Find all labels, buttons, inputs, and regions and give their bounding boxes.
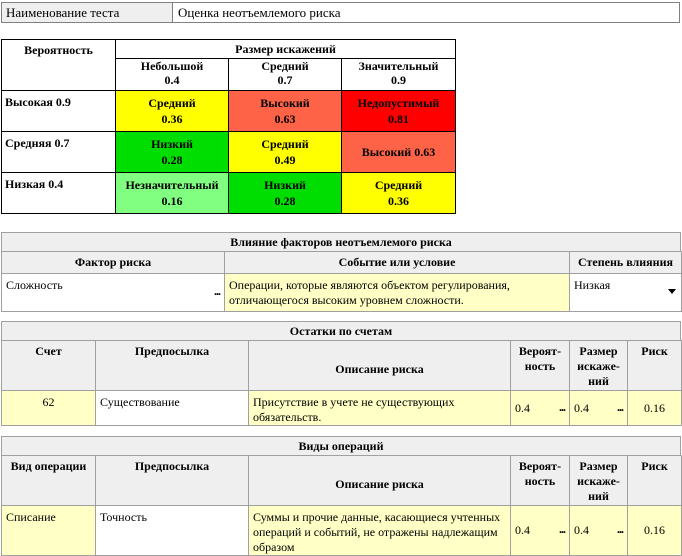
matrix-cell: Средний 0.49 [229,132,342,173]
account-field[interactable]: 62 [2,391,96,426]
accounts-header-risk: Риск [628,341,682,391]
risk-value: 0.16 [628,391,682,426]
degree-select[interactable]: Низкая [570,274,682,312]
matrix-cell: Высокий 0.63 [342,132,456,173]
operations-header-probability: Вероят-ность [511,456,570,506]
probability-picker-button[interactable]: ... [559,400,565,414]
accounts-section-title: Остатки по счетам [1,321,681,341]
accounts-header-account: Счет [2,341,96,391]
factors-header-event: Событие или условие [225,252,570,274]
operations-header-desc: Описание риска [249,456,511,506]
accounts-header-probability: Вероят-ность [511,341,570,391]
operations-header-risk: Риск [628,456,682,506]
accounts-header-premise: Предпосылка [96,341,249,391]
matrix-cell: Низкий 0.28 [116,132,229,173]
matrix-cell: Высокий 0.63 [229,91,342,132]
accounts-header-desc: Описание риска [249,341,511,391]
matrix-col-small: Небольшой 0.4 [116,59,229,91]
risk-description-field[interactable]: Присутствие в учете не существующих обязательств. [249,391,511,426]
chevron-down-icon[interactable] [668,289,676,294]
matrix-cell: Незначительный 0.16 [116,173,229,214]
operations-header-size: Размер искаже-ний [570,456,628,506]
operations-header-type: Вид операции [2,456,96,506]
operation-premise-field[interactable]: Точность [96,506,249,556]
operations-table [1,455,682,556]
matrix-col-significant: Значительный 0.9 [342,59,456,91]
matrix-row-low: Низкая 0.4 [2,173,116,214]
matrix-cell: Средний 0.36 [342,173,456,214]
operation-risk-value: 0.16 [628,506,682,556]
matrix-cell: Низкий 0.28 [229,173,342,214]
operation-size-field[interactable]: 0.4 ... [570,506,628,556]
factor-field[interactable]: Сложность ... [2,274,225,312]
test-name-label: Наименование теста [2,3,173,22]
risk-matrix [1,39,456,214]
operations-section-title: Виды операций [1,436,681,456]
matrix-row-medium: Средняя 0.7 [2,132,116,173]
factors-header-degree: Степень влияния [570,252,682,274]
size-picker-button[interactable]: ... [617,400,623,414]
matrix-cell: Средний 0.36 [116,91,229,132]
matrix-corner-probability: Вероятность [2,40,116,91]
operation-type-field[interactable]: Списание [2,506,96,556]
factor-picker-button[interactable]: ... [214,284,220,298]
accounts-table [1,340,682,426]
operation-risk-description-field[interactable]: Суммы и прочие данные, касающиеся учтенных операций и событий, не отражены надлежащим образом [249,506,511,556]
operation-probability-field[interactable]: 0.4 ... [511,506,570,556]
matrix-cell: Недопустимый 0.81 [342,91,456,132]
factors-section-title: Влияние факторов неотъемлемого риска [1,232,681,252]
operations-header-premise: Предпосылка [96,456,249,506]
accounts-header-size: Размер искаже-ний [570,341,628,391]
operation-probability-picker-button[interactable]: ... [559,522,565,536]
matrix-row-high: Высокая 0.9 [2,91,116,132]
factors-table [1,251,682,312]
factors-header-factor: Фактор риска [2,252,225,274]
test-name-value[interactable]: Оценка неотъемлемого риска [178,5,341,20]
event-field[interactable]: Операции, которые являются объектом регулирования, отличающегося высоким уровнем сложности. [225,274,570,312]
operation-size-picker-button[interactable]: ... [617,522,623,536]
test-name-row [1,2,680,23]
probability-field[interactable]: 0.4 ... [511,391,570,426]
matrix-col-medium: Средний 0.7 [229,59,342,91]
matrix-size-title: Размер искажений [116,40,456,59]
premise-field[interactable]: Существование [96,391,249,426]
size-field[interactable]: 0.4 ... [570,391,628,426]
